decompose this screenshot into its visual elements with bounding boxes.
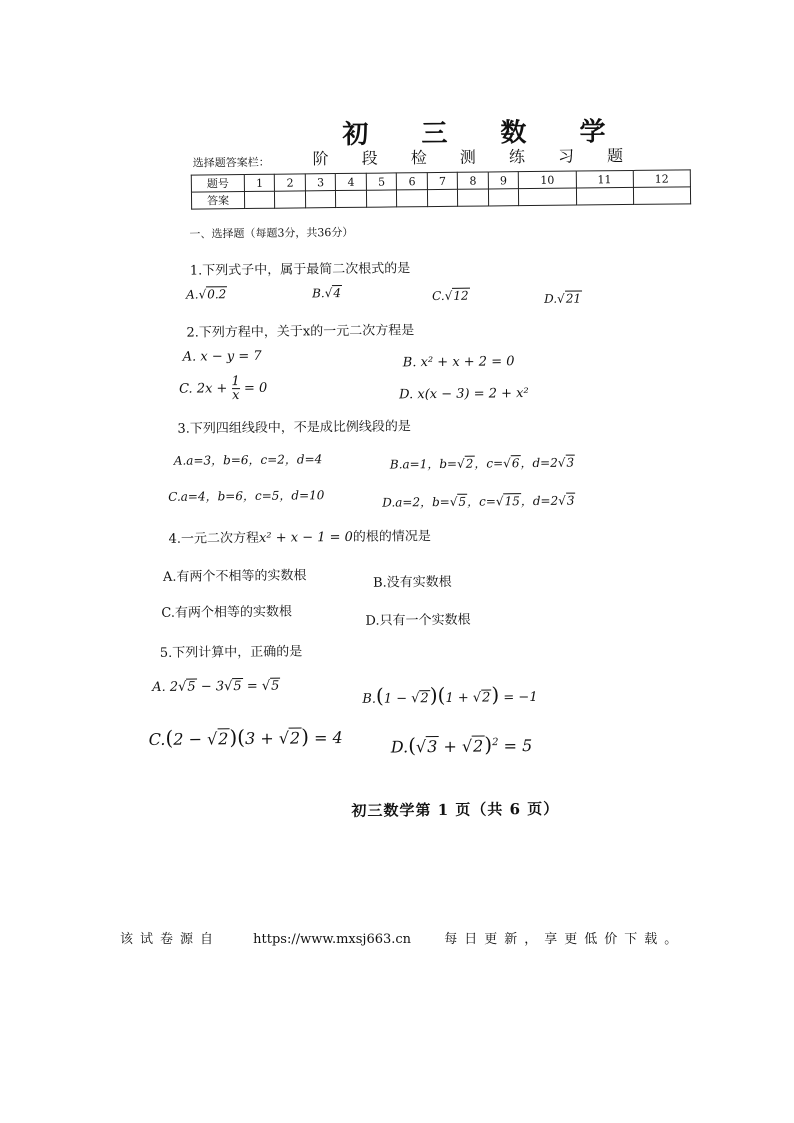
page-number-footer: 初三数学第 1 页（共 6 页） — [351, 799, 560, 820]
radicand: 4 — [333, 286, 342, 301]
question-number-cell: 7 — [427, 172, 458, 189]
exam-title: 初 三 数 学 — [342, 117, 628, 150]
answer-table-row2-label: 答案 — [191, 192, 244, 210]
source-url-link[interactable]: https://www.mxsj663.cn — [253, 932, 412, 947]
option-text: D. — [390, 737, 409, 757]
question-5-option-a: A. 2√5 − 3√5 = √5 — [152, 678, 280, 696]
question-1-stem: 1.下列式子中，属于最简二次根式的是 — [189, 261, 411, 279]
answer-cell — [305, 191, 336, 208]
question-5-option-d: $D.(√3 + √2)^2 = 5$ — [390, 732, 533, 758]
question-3-option-a: A.a=3，b=6，c=2，d=4 — [173, 452, 323, 468]
question-2-option-d: D. x(x − 3) = 2 + x² — [399, 386, 529, 403]
question-4-option-a: A.有两个不相等的实数根 — [162, 568, 307, 585]
radicand: 2 — [465, 456, 474, 471]
question-2-stem: 2.下列方程中，关于x的一元二次方程是 — [186, 323, 415, 341]
answer-table-row1-label: 题号 — [191, 175, 244, 193]
answer-cell — [275, 191, 306, 208]
answer-cell — [427, 189, 458, 206]
radicand: 3 — [566, 493, 575, 508]
option-text: 3 + — [244, 728, 279, 749]
radicand: 0.2 — [207, 287, 227, 302]
option-c-prefix: C. 2x + — [178, 381, 232, 397]
question-3-stem: 3.下列四组线段中，不是成比例线段的是 — [177, 419, 411, 437]
option-a-label: A. — [185, 287, 199, 302]
radicand: 2 — [482, 690, 491, 706]
question-4-option-d: D.只有一个实数根 — [365, 612, 471, 629]
radicand: 2 — [473, 736, 484, 756]
question-number-cell: 11 — [576, 170, 633, 188]
option-text: = — [242, 678, 262, 695]
question-number-cell: 8 — [458, 172, 489, 189]
radicand: 5 — [187, 679, 196, 695]
answer-cell — [576, 187, 633, 205]
stem-text: 4.一元二次方程 — [168, 530, 260, 547]
question-number-cell: 6 — [397, 173, 428, 190]
option-c-label: C. — [431, 288, 445, 304]
fraction — [231, 375, 240, 402]
radicand: 2 — [420, 691, 429, 707]
question-5-option-c: C.(2 − √2)(3 + √2) = 4 — [148, 724, 343, 750]
option-text: A. 2 — [152, 679, 179, 696]
radicand: 12 — [453, 288, 469, 303]
question-number-cell: 2 — [275, 174, 306, 191]
fraction-denominator: x — [232, 388, 240, 404]
radicand: 6 — [511, 456, 520, 471]
question-1-option-a: A.√0.2 — [185, 287, 227, 302]
answer-table — [191, 169, 691, 209]
option-text: ，c= — [467, 494, 496, 509]
question-3-option-c: C.a=4，b=6，c=5，d=10 — [168, 488, 325, 504]
question-number-cell: 12 — [633, 170, 690, 188]
option-text: 1 + — [445, 690, 473, 706]
source-prefix: 该试卷源自 — [120, 932, 221, 947]
question-number-cell: 10 — [519, 171, 576, 189]
radicand: 3 — [566, 455, 575, 470]
answer-cell — [336, 190, 367, 207]
question-number-cell: 5 — [366, 173, 397, 190]
answer-cell — [366, 190, 397, 207]
stem-text: 的根的情况是 — [352, 529, 431, 545]
answer-table-label: 选择题答案栏： — [192, 155, 270, 170]
question-1-option-b: B.√4 — [311, 286, 342, 301]
radicand: 5 — [271, 678, 280, 694]
section-heading: 一、选择题（每题3分，共36分） — [189, 225, 354, 241]
option-text: − 3 — [196, 679, 225, 695]
radicand: 15 — [504, 494, 520, 509]
option-text: ，c= — [474, 456, 504, 471]
question-5-option-b: B.(1 − √2)(1 + √2) = −1 — [362, 682, 538, 708]
answer-cell — [633, 187, 690, 205]
equation: x² + x − 1 = 0 — [258, 529, 353, 546]
question-3-option-d: D.a=2，b=√5，c=√15，d=2√3 — [382, 493, 575, 510]
radicand: 2 — [289, 728, 301, 748]
answer-cell — [519, 188, 576, 206]
option-text: B.a=1，b= — [389, 456, 458, 472]
option-text: D.a=2，b= — [382, 494, 450, 510]
question-4-stem — [168, 525, 430, 547]
option-text: = 5 — [498, 736, 533, 756]
fraction-numerator: 1 — [231, 374, 240, 390]
option-text: + — [438, 736, 463, 757]
question-number-cell: 3 — [305, 174, 336, 191]
option-text: ，d=2 — [520, 493, 559, 509]
option-text: = 4 — [308, 728, 343, 748]
option-text: B. — [362, 691, 377, 707]
question-2-option-c — [179, 375, 268, 403]
exponent: 2 — [492, 737, 499, 749]
question-number-cell: 4 — [336, 173, 367, 190]
option-text: 1 − — [383, 691, 412, 707]
answer-cell — [488, 189, 519, 206]
scanned-exam-page — [150, 94, 718, 840]
question-number-cell: 1 — [244, 174, 275, 191]
exam-subtitle: 阶 段 检 测 练 习 题 — [312, 145, 638, 169]
question-4-option-b: B.没有实数根 — [372, 574, 452, 591]
question-3-option-b: B.a=1，b=√2，c=√6，d=2√3 — [389, 455, 575, 472]
radicand: 21 — [565, 291, 582, 306]
option-d-label: D. — [544, 291, 558, 306]
question-2-option-a: A. x − y = 7 — [182, 348, 262, 365]
radicand: 3 — [427, 737, 438, 757]
option-text: C. — [148, 729, 166, 750]
question-4-option-c: C.有两个相等的实数根 — [161, 604, 293, 621]
option-b-label: B. — [311, 286, 325, 301]
question-1-option-d: D.√21 — [544, 291, 582, 306]
source-line — [120, 928, 684, 947]
answer-cell — [244, 191, 275, 208]
option-text: ，d=2 — [520, 455, 558, 471]
answer-cell — [397, 190, 428, 207]
radicand: 5 — [233, 679, 242, 695]
radicand: 5 — [458, 494, 467, 509]
question-5-stem: 5.下列计算中，正确的是 — [159, 644, 303, 661]
option-text: = −1 — [499, 689, 538, 706]
option-c-suffix: = 0 — [243, 380, 268, 397]
question-1-option-c: C.√12 — [431, 288, 469, 304]
radicand: 2 — [218, 729, 229, 749]
source-suffix: 每日更新，享更低价下载。 — [444, 932, 685, 947]
answer-cell — [458, 189, 489, 206]
question-number-cell: 9 — [488, 172, 519, 189]
option-text: 2 − — [173, 729, 208, 749]
question-2-option-b: B. x² + x + 2 = 0 — [402, 354, 515, 371]
